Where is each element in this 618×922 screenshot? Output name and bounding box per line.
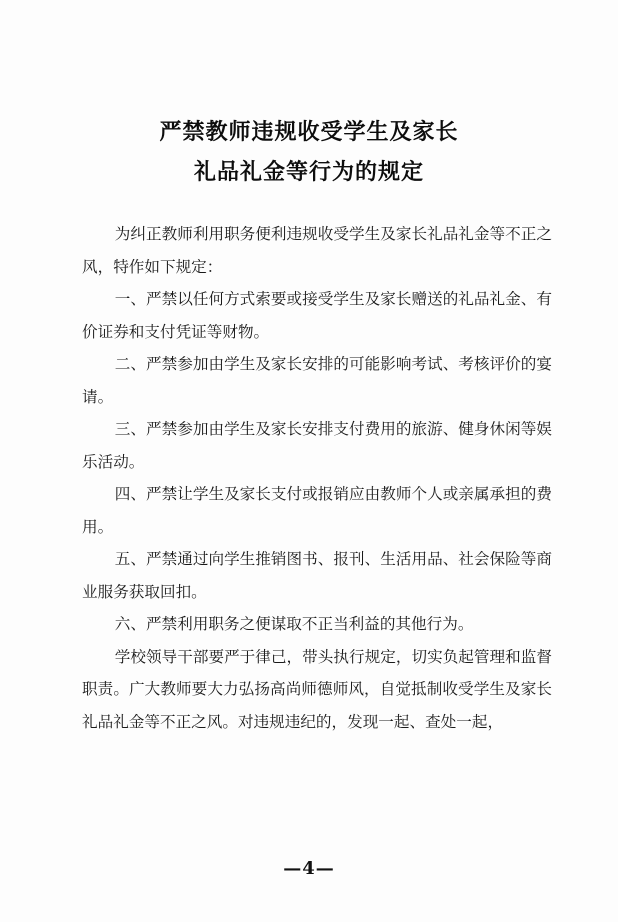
paragraph-rule-4: 四、严禁让学生及家长支付或报销应由教师个人或亲属承担的费用。 [82, 485, 552, 536]
paragraph-closing: 学校领导干部要严于律己，带头执行规定，切实负起管理和监督职责。广大教师要大力弘扬高尚师德师风，自觉抵制收受学生及家长礼品礼金等不正之风。对违规违纪的，发现一起、查处一起， [82, 647, 552, 731]
paragraph-rule-1: 一、严禁以任何方式索要或接受学生及家长赠送的礼品礼金、有价证券和支付凭证等财物。 [82, 290, 552, 341]
title-line-1: 严禁教师违规收受学生及家长 [159, 119, 459, 145]
paragraph-rule-2: 二、严禁参加由学生及家长安排的可能影响考试、考核评价的宴请。 [82, 355, 552, 406]
title-line-2: 礼品礼金等行为的规定 [193, 159, 424, 185]
paragraph-intro: 为纠正教师利用职务便利违规收受学生及家长礼品礼金等不正之风，特作如下规定： [82, 225, 552, 276]
paragraph-rule-5: 五、严禁通过向学生推销图书、报刊、生活用品、社会保险等商业服务获取回扣。 [82, 550, 552, 601]
document-body [82, 218, 552, 738]
document-title [0, 112, 618, 192]
page-number: —4— [283, 858, 335, 879]
paragraph-rule-6: 六、严禁利用职务之便谋取不正当利益的其他行为。 [114, 615, 474, 633]
paragraph-rule-3: 三、严禁参加由学生及家长安排支付费用的旅游、健身休闲等娱乐活动。 [82, 420, 552, 471]
